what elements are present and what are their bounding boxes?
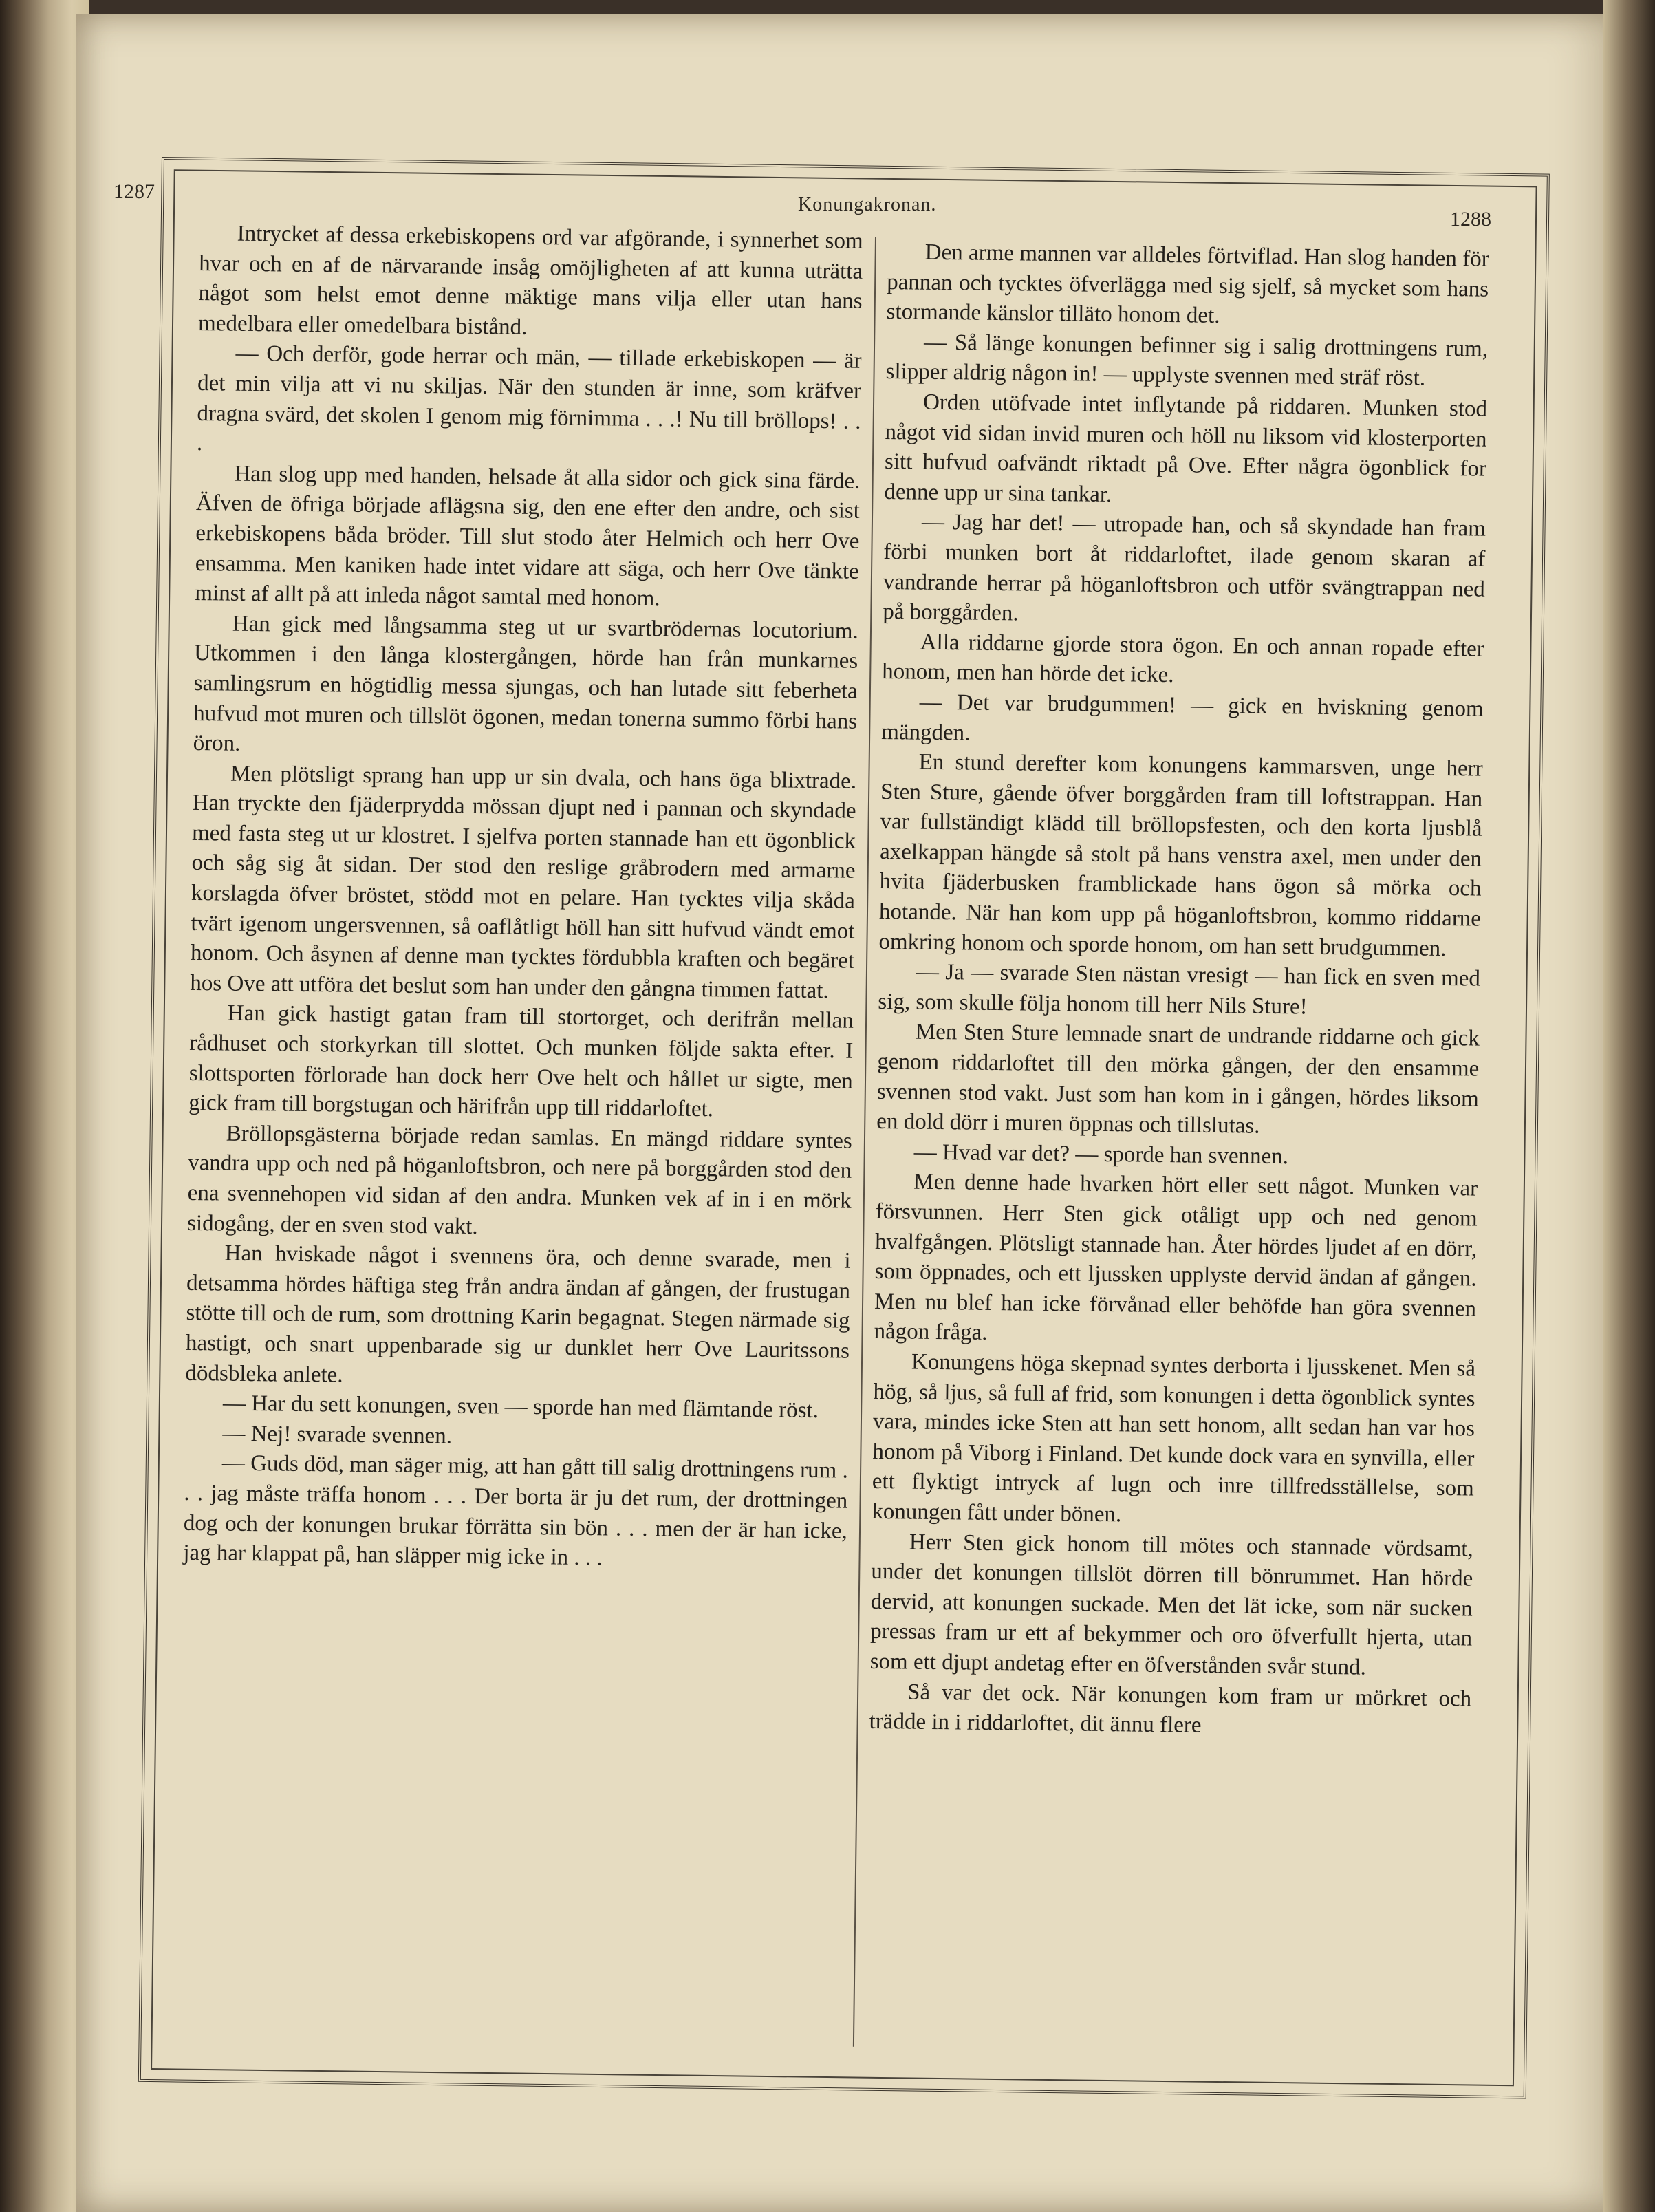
running-title: Konungakronan. <box>798 194 937 215</box>
paragraph: — Så länge konungen befinner sig i salig drottningens rum, slipper aldrig någon in! — upplyste svennen med sträf röst. <box>885 330 1489 391</box>
right-column <box>869 237 1489 1744</box>
paragraph: Han hviskade något i svennens öra, och denne svarade, men i detsamma hördes häftiga steg från andra ändan af gången, der frustugan stötte till och de rum, som drottning Karin begagnat. Stegen närmade sig hastigt, och snart uppenbarade sig ur dunklet herr Ove Lauritssons dödsbleka anlete. <box>185 1241 851 1388</box>
paragraph: Intrycket af dessa erkebiskopens ord var afgörande, i synnerhet som hvar och en af de närvarande insåg omöjligheten af att kunna uträtta något som helst emot denne mäktige mans vilja eller utan hans medelbara eller omedelbara bistånd. <box>197 221 863 340</box>
paragraph: — Nej! svarade svennen. <box>222 1421 453 1449</box>
paragraph: — Guds död, man säger mig, att han gått till salig drottningens rum . . . jag måste träffa honom . . . Der borta är ju det rum, der drottningen dog och der konungen brukar förrätta sin bön . . . men der är han icke, jag har klappat på, han släpper mig icke in . . . <box>183 1450 849 1571</box>
paragraph: Men denne hade hvarken hört eller sett något. Munken var försvunnen. Herr Sten gick otåligt upp och ned genom hvalfgången. Plötsligt stannade han. Åter hördes ljudet af en dörr, som öppnades, och ett ljussken upplyste dervid ändan af gången. Men nu blef han icke förvånad eller behöfde han göra svennen någon fråga. <box>874 1169 1478 1346</box>
left-column <box>183 219 863 1576</box>
paragraph: — Har du sett konungen, sven — sporde han med flämtande röst. <box>222 1390 819 1424</box>
paragraph: Men plötsligt sprang han upp ur sin dvala, och hans öga blixtrade. Han tryckte den fjäderprydda mössan djupt ned i pannan och skyndade med fasta steg ut ur klostret. I sjelfva porten stannade han ett ögonblick och såg sig åt sidan. Der stod den reslige gråbrodern med armarne korslagda öfver bröstet, stödd mot en pelare. Han tycktes vilja skåda tvärt igenom ungersvennen, så oaflåtligt höll han sitt hufvud vändt emot honom. Och åsynen af denne man tycktes fördubbla kraften och begäret hos Ove att utföra det beslut som han under den gångna timmen fattat. <box>190 761 857 1004</box>
paragraph: Bröllopsgästerna började redan samlas. En mängd riddare syntes vandra upp och ned på höganloftsbron, och nere på borggården stod den ena svennehopen vid sidan af den andra. Munken vek af in i en mörk sidogång, der en sven stod vakt. <box>186 1121 852 1239</box>
paragraph: Orden utöfvade intet inflytande på riddaren. Munken stod något vid sidan invid muren och höll nu liksom vid klosterporten sitt hufvud oafvändt riktadt på Ove. Efter några ögonblick for denne upp ur sina tankar. <box>884 389 1488 507</box>
paragraph: Men Sten Sture lemnade snart de undrande riddarne och gick genom riddarloftet till den mörka gången, der den ensamme svennen stod vakt. Just som han kom in i gången, hördes liksom en dold dörr i muren öppnas och tillslutas. <box>876 1020 1480 1139</box>
left-page-number: 1287 <box>113 180 155 203</box>
right-page-number: 1288 <box>1450 208 1491 230</box>
paragraph: — Det var brudgummen! — gick en hviskning genom mängden. <box>881 689 1484 746</box>
paragraph: Den arme mannen var alldeles förtviflad. Han slog handen för pannan och tycktes öfverlägga med sig sjelf, så mycket som hans stormande känslor tilläto honom det. <box>886 239 1489 329</box>
paragraph: Så var det ock. När konungen kom fram ur mörkret och trädde in i riddarloftet, dit ännu flere <box>869 1679 1472 1738</box>
book-right-edge <box>1603 0 1655 2212</box>
paragraph: Konungens höga skepnad syntes derborta i ljusskenet. Men så hög, så ljus, så full af frid, som konungen i detta ögonblick syntes vara, mindes icke Sten att han sett honom, allt sedan han var hos honom på Viborg i Finland. Det kunde dock vara en synvilla, eller ett flyktigt intryck af lugn och inre tillfredsställelse, som konungen fått under bönen. <box>872 1349 1476 1527</box>
paragraph: — Jag har det! — utropade han, och så skyndade han fram förbi munken bort åt riddarloftet, ilade genom skaran af vandrande herrar på höganloftsbron och utför svängtrappan ned på borggården. <box>883 509 1486 626</box>
paragraph: En stund derefter kom konungens kammarsven, unge herr Sten Sture, gående öfver borggården fram till loftstrappan. Han var fullständigt klädd till bröllopsfesten, och den korta ljusblå axelkappan hängde så stolt på hans venstra axel, men under den hvita fjäderbusken framblickade hans ögon så mörka och hotande. När han kom upp på höganloftsbron, kommo riddarne omkring honom och sporde honom, om han sett brudgummen. <box>878 749 1483 961</box>
paragraph: Han gick hastigt gatan fram till stortorget, och derifrån mellan rådhuset och storkyrkan till slottet. Och munken följde sakta efter. I slottsporten förlorade han dock herr Ove helt och hållet ur sigte, men gick fram till borgstugan och härifrån upp till riddarloftet. <box>188 1001 854 1122</box>
paragraph: — Och derför, gode herrar och män, — tillade erkebiskopen — är det min vilja att vi nu skiljas. När den stunden är inne, som kräfver dragna svärd, det skolen I genom mig förnimma . . .! Nu till bröllops! . . . <box>196 341 862 456</box>
paragraph: — Hvad var det? — sporde han svennen. <box>913 1139 1289 1170</box>
paragraph: Han slog upp med handen, helsade åt alla sidor och gick sina färde. Äfven de öfriga började aflägsna sig, den ene efter den andre, och sist erkebiskopens båda bröder. Till slut stodo åter Helmich och herr Ove ensamma. Men kaniken hade intet vidare att säga, och herr Ove tänkte minst af allt på att inleda något samtal med honom. <box>195 461 861 612</box>
paragraph: Herr Sten gick honom till mötes och stannade vördsamt, under det konungen tillslöt dörren till bönrummet. Han hörde dervid, att konungen suckade. Men det lät icke, som när sucken pressas fram ur ett af bekymmer och oro öfverfullt hjerta, utan som ett djupt andetag efter en öfverstånden svår stund. <box>869 1529 1473 1680</box>
paragraph: — Ja — svarade Sten nästan vresigt — han fick en sven med sig, som skulle följa honom till herr Nils Sture! <box>878 959 1481 1020</box>
paragraph: Han gick med långsamma steg ut ur svartbrödernas locutorium. Utkommen i den långa klostergången, hörde han från munkarnes samlingsrum en högtidlig messa sjungas, och han lutade sitt feberheta hufvud mot muren och tillslöt ögonen, medan tonerna summo förbi hans öron. <box>193 611 858 756</box>
paragraph: Alla riddarne gjorde stora ögon. En och annan ropade efter honom, men han hörde det icke. <box>882 630 1484 688</box>
